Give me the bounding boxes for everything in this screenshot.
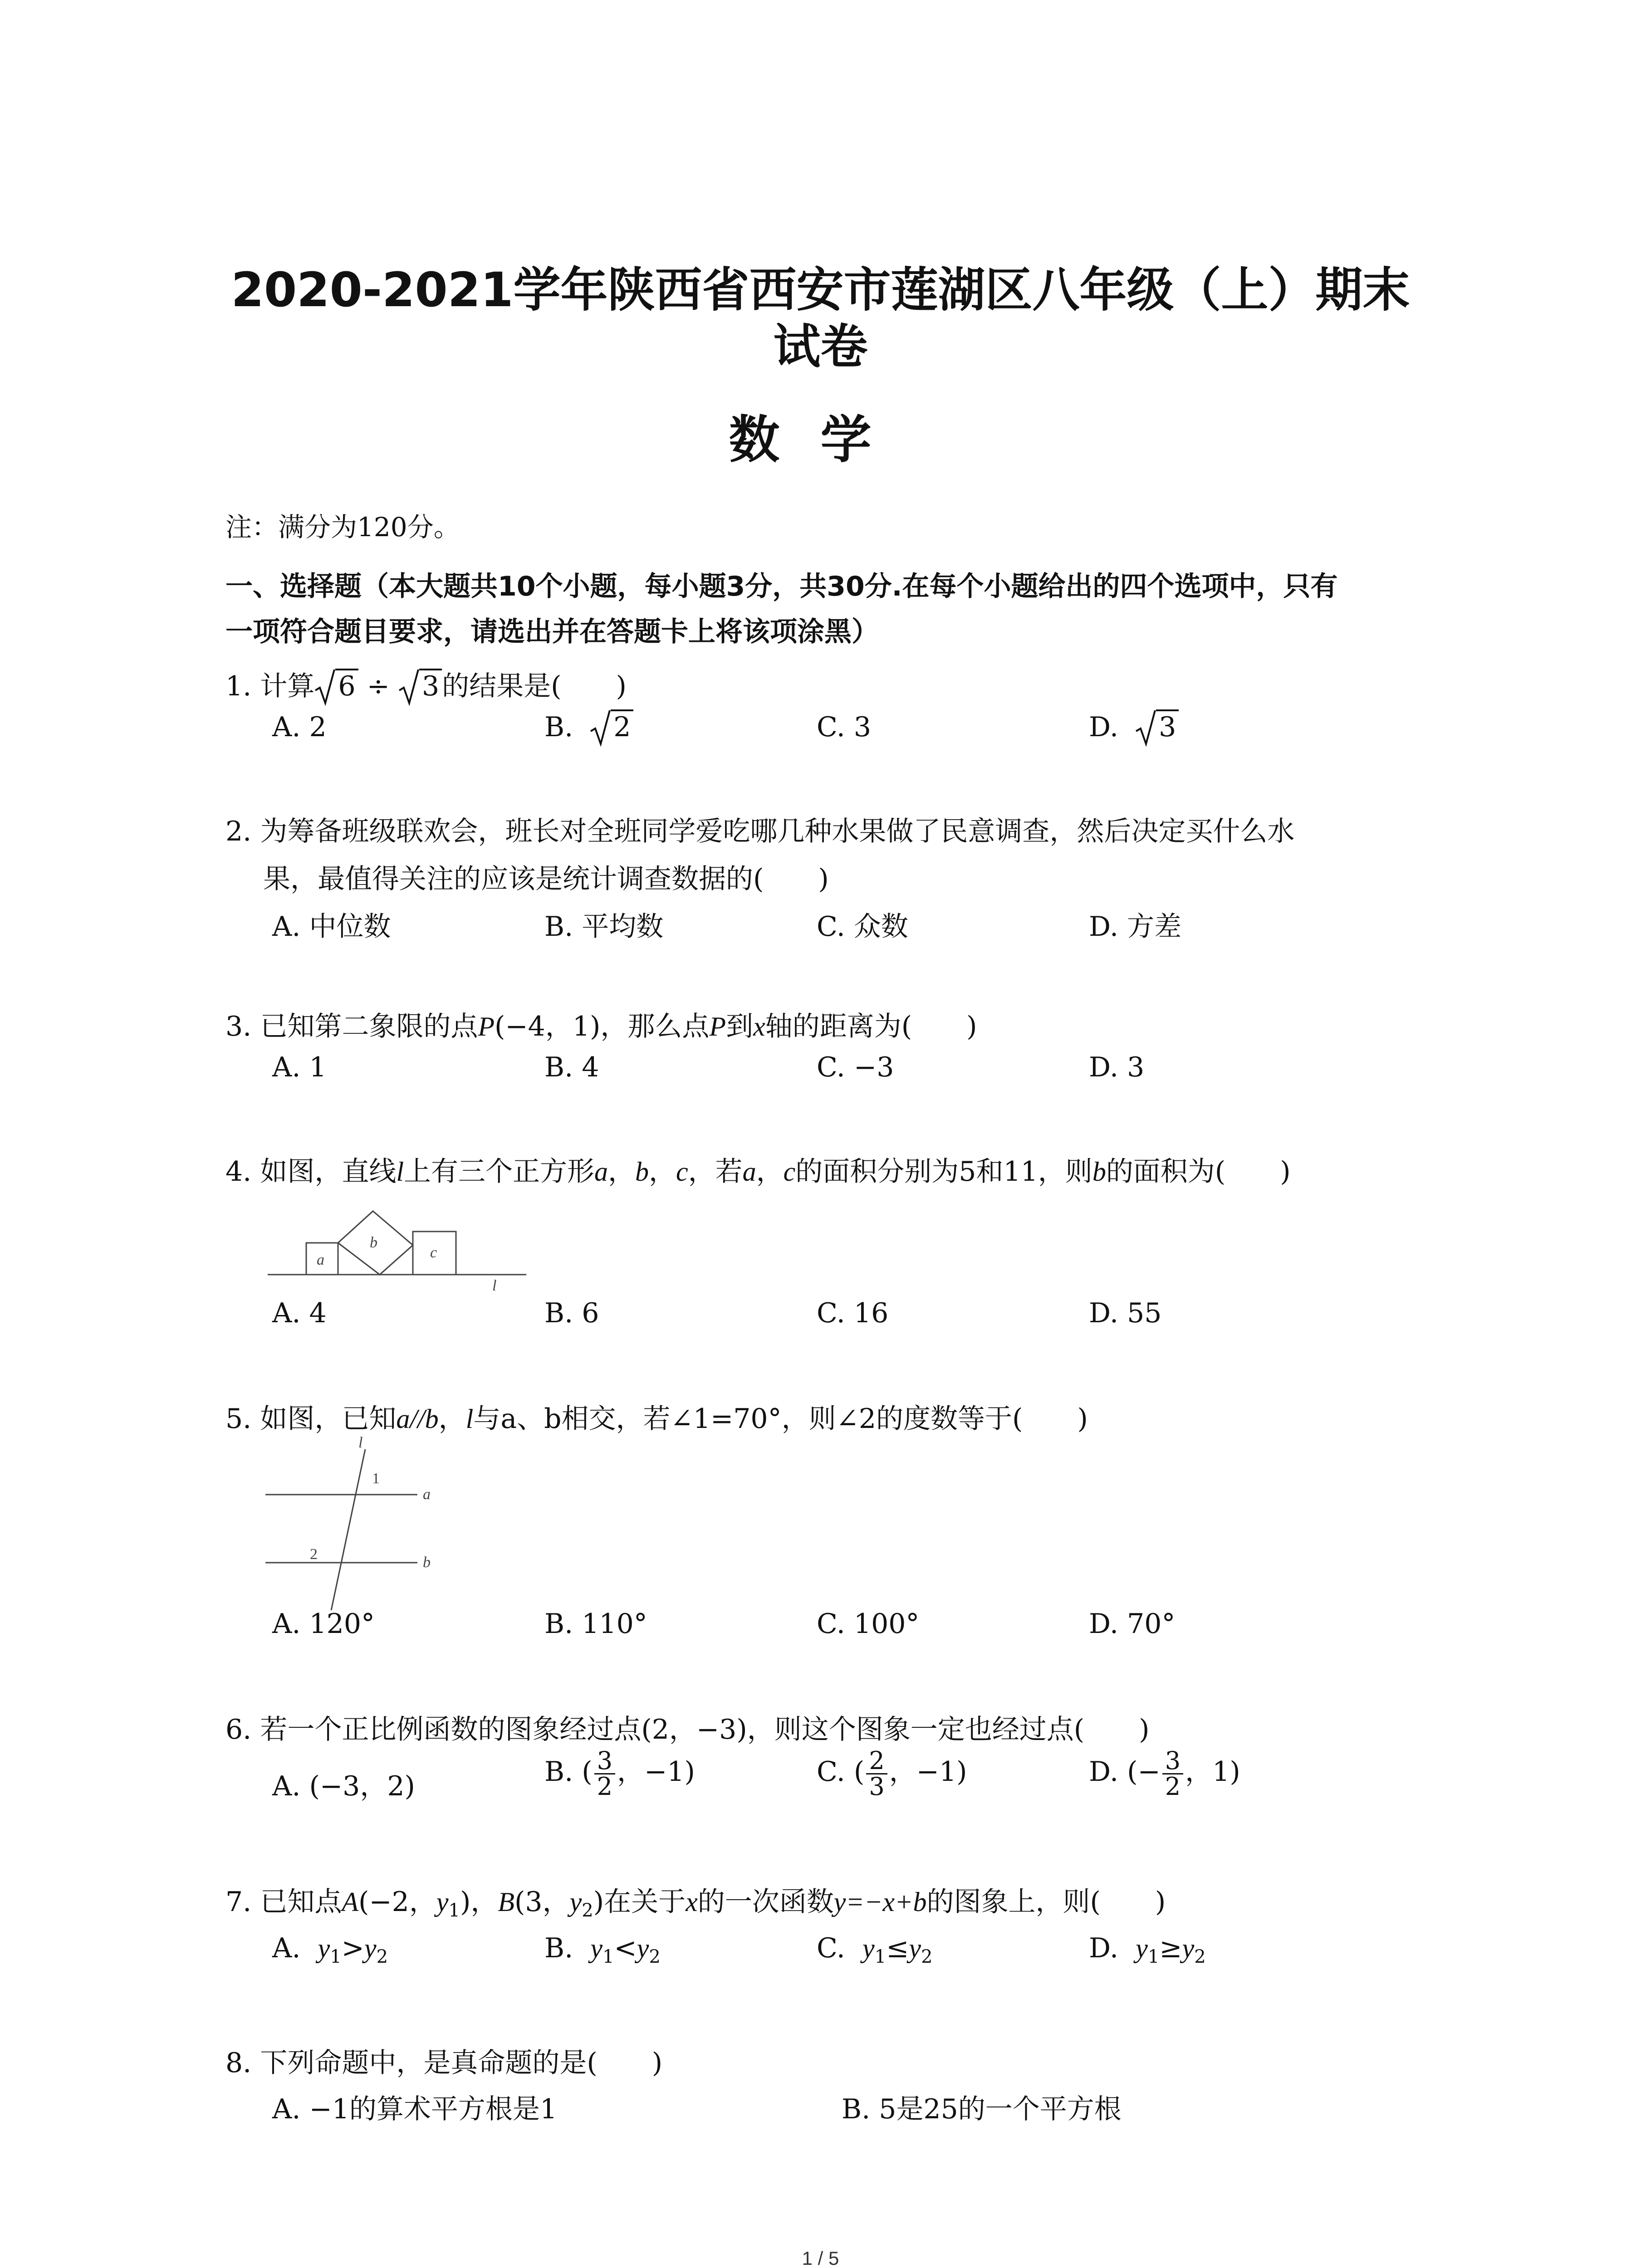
sqrt-3-option: [1135, 711, 1179, 743]
denominator: 3: [869, 1772, 885, 1801]
question-2: 2. 为筹备班级联欢会，班长对全班同学爱吃哪几种水果做了民意调查，然后决定买什么水: [225, 816, 1295, 847]
operator: <: [614, 1932, 637, 1964]
q5-text-end: 与a、b相交，若∠1=70°，则∠2的度数等于( ): [473, 1403, 1088, 1435]
q7-option-d: [1089, 1932, 1206, 1967]
q6-option-b: [544, 1746, 695, 1801]
q1-option-d: [1089, 711, 1179, 743]
q5-option-d: D. 70°: [1089, 1608, 1176, 1640]
option-text: ，1): [1185, 1756, 1240, 1788]
q4-text: 的面积分别为5和11，则: [795, 1156, 1092, 1188]
parallel-lines-figure: [263, 1431, 454, 1613]
q7-text: )在关于: [593, 1886, 686, 1918]
comma: ，: [649, 1156, 676, 1188]
var-y: y: [637, 1933, 649, 1963]
q5-option-a: A. 120°: [272, 1608, 375, 1640]
fig-label-b: b: [423, 1554, 431, 1571]
var-l: l: [465, 1404, 474, 1434]
question-7: [225, 1880, 1166, 1921]
sqrt-2-radicand: 2: [611, 709, 633, 743]
subscript: 1: [874, 1946, 887, 1967]
q8-option-b: B. 5是25的一个平方根: [842, 2093, 1122, 2125]
q2-option-d: D. 方差: [1089, 911, 1182, 943]
note: 注：满分为120分。: [225, 512, 460, 543]
question-6: 6. 若一个正比例函数的图象经过点(2，−3)，则这个图象一定也经过点( ): [225, 1714, 1150, 1745]
q4-text: ，若: [688, 1156, 743, 1188]
var-a: a: [742, 1157, 756, 1187]
numerator: 2: [866, 1749, 887, 1774]
section-heading: 一、选择题（本大题共10个小题，每小题3分，共30分.在每个小题给出的四个选项中，只有: [225, 571, 1338, 602]
division-sign: ÷: [367, 670, 390, 702]
option-label: D.: [1089, 1932, 1119, 1964]
q3-option-b: B. 4: [544, 1051, 599, 1083]
sqrt-3: [398, 670, 442, 702]
fraction-2-3: [866, 1746, 887, 1801]
question-1: [225, 665, 627, 704]
fig-label-2: 2: [310, 1546, 318, 1563]
squares-figure: [263, 1184, 544, 1293]
subscript: 1: [330, 1946, 342, 1967]
option-text: ，−1): [889, 1756, 967, 1788]
fig-label-1: 1: [372, 1470, 380, 1487]
subscript: 1: [1147, 1946, 1160, 1967]
q7-text: (−2，: [358, 1886, 436, 1918]
q4-option-b: B. 6: [544, 1297, 599, 1329]
var-y: y: [909, 1933, 921, 1963]
comma: ，: [438, 1403, 466, 1435]
var-p: P: [709, 1012, 726, 1041]
q4-text: 4. 如图，直线: [225, 1156, 397, 1188]
linear-function: y=−x+b: [833, 1887, 927, 1917]
q7-text: 的一次函数: [697, 1886, 834, 1918]
subscript: 2: [1194, 1946, 1206, 1967]
var-y: y: [590, 1933, 603, 1963]
fig-label-a: a: [423, 1486, 431, 1503]
option-label: B.: [544, 1932, 573, 1964]
option-text: ，−1): [617, 1756, 695, 1788]
q8-option-a: A. −1的算术平方根是1: [272, 2093, 558, 2125]
q7-text: (3，: [514, 1886, 570, 1918]
page-title-line2: 试卷: [773, 319, 868, 374]
var-y: y: [1182, 1933, 1195, 1963]
option-label: D.: [1089, 711, 1119, 743]
var-c: c: [783, 1157, 796, 1187]
fig-label-b: b: [370, 1234, 377, 1251]
q2-option-a: A. 中位数: [272, 911, 391, 943]
fraction-neg-3-2: [1162, 1746, 1183, 1801]
var-a: a: [594, 1157, 608, 1187]
q3-text-mid: 到: [726, 1011, 754, 1042]
var-b: b: [1092, 1157, 1106, 1187]
q4-option-d: D. 55: [1089, 1297, 1162, 1329]
option-label: B. (: [544, 1756, 593, 1788]
q4-option-a: A. 4: [272, 1297, 327, 1329]
subscript: 1: [602, 1946, 614, 1967]
sqrt-6-radicand: 6: [335, 669, 358, 702]
fig-label-l: l: [358, 1434, 363, 1451]
option-label: D. (−: [1089, 1756, 1161, 1788]
option-label: A.: [272, 1932, 301, 1964]
denominator: 2: [597, 1772, 613, 1801]
q2-option-c: C. 众数: [817, 911, 908, 943]
q2-option-b: B. 平均数: [544, 911, 664, 943]
sqrt-3-radicand: 3: [419, 669, 442, 702]
page-number: 1 / 5: [802, 2248, 839, 2268]
denominator: 2: [1165, 1772, 1181, 1801]
fig-label-a: a: [317, 1251, 324, 1268]
subscript: 2: [376, 1946, 388, 1967]
question-8: 8. 下列命题中，是真命题的是( ): [225, 2047, 663, 2079]
var-a-point: A: [342, 1887, 358, 1917]
subscript: 2: [582, 1900, 593, 1921]
subscript: 1: [448, 1900, 460, 1921]
operator: >: [341, 1932, 364, 1964]
q6-option-d: [1089, 1746, 1240, 1801]
operator: ≤: [886, 1932, 909, 1964]
q1-option-b: [544, 711, 633, 743]
fig-label-c: c: [430, 1244, 437, 1261]
var-y: y: [436, 1887, 449, 1917]
q5-option-c: C. 100°: [817, 1608, 920, 1640]
q5-option-b: B. 110°: [544, 1608, 647, 1640]
var-y: y: [862, 1933, 875, 1963]
q3-coords: (−4，1)，那么点: [494, 1011, 710, 1042]
q4-option-c: C. 16: [817, 1297, 889, 1329]
comma: ，: [608, 1156, 635, 1188]
fig-label-l: l: [492, 1277, 497, 1293]
q6-option-c: [817, 1746, 967, 1801]
sqrt-2: [590, 711, 633, 743]
option-label: C. (: [817, 1756, 865, 1788]
var-a-parallel-b: a//b: [396, 1404, 439, 1434]
q7-option-a: [272, 1932, 388, 1967]
q1-text: 1. 计算: [225, 670, 315, 702]
question-4: [225, 1150, 1291, 1189]
q4-text: 上有三个正方形: [404, 1156, 594, 1188]
q7-text: )，: [460, 1886, 498, 1918]
question-5: [225, 1397, 1088, 1436]
sqrt-6: [314, 670, 358, 702]
q7-text-end: 的图象上，则( ): [926, 1886, 1166, 1918]
numerator: 3: [594, 1749, 615, 1774]
question-2-line2: 果，最值得关注的应该是统计调查数据的( ): [263, 863, 829, 895]
q3-text-end: 轴的距离为( ): [765, 1011, 977, 1042]
q3-option-c: C. −3: [817, 1051, 894, 1083]
q1-text-end: 的结果是( ): [442, 670, 627, 702]
q5-text: 5. 如图，已知: [225, 1403, 397, 1435]
q1-option-a: A. 2: [272, 711, 327, 743]
numerator: 3: [1162, 1749, 1183, 1774]
var-y: y: [569, 1887, 582, 1917]
q3-option-d: D. 3: [1089, 1051, 1145, 1083]
question-3: [225, 1005, 977, 1044]
var-x: x: [753, 1012, 765, 1041]
subject-title: 数学: [729, 411, 912, 469]
var-x: x: [686, 1887, 698, 1917]
var-l: l: [396, 1157, 404, 1187]
var-b: b: [635, 1157, 649, 1187]
q3-option-a: A. 1: [272, 1051, 327, 1083]
fraction-3-2: [594, 1746, 615, 1801]
subscript: 2: [921, 1946, 933, 1967]
var-b-point: B: [498, 1887, 515, 1917]
q7-text: 7. 已知点: [225, 1886, 342, 1918]
q6-option-a: A. (−3，2): [272, 1770, 415, 1802]
section-heading-line2: 一项符合题目要求，请选出并在答题卡上将该项涂黑）: [225, 616, 879, 648]
option-label: B.: [544, 711, 573, 743]
q3-text: 3. 已知第二象限的点: [225, 1011, 478, 1042]
sqrt-3-option-radicand: 3: [1156, 709, 1179, 743]
q7-option-c: [817, 1932, 932, 1967]
var-y: y: [364, 1933, 377, 1963]
page-title: 2020-2021学年陕西省西安市莲湖区八年级（上）期末: [231, 262, 1410, 318]
q7-option-b: [544, 1932, 661, 1967]
q1-option-c: C. 3: [817, 711, 872, 743]
option-label: C.: [817, 1932, 845, 1964]
operator: ≥: [1159, 1932, 1182, 1964]
var-c: c: [676, 1157, 688, 1187]
subscript: 2: [649, 1946, 661, 1967]
comma: ，: [756, 1156, 784, 1188]
var-y: y: [318, 1933, 330, 1963]
q4-text-end: 的面积为( ): [1106, 1156, 1291, 1188]
var-p: P: [478, 1012, 495, 1041]
var-y: y: [1136, 1933, 1148, 1963]
